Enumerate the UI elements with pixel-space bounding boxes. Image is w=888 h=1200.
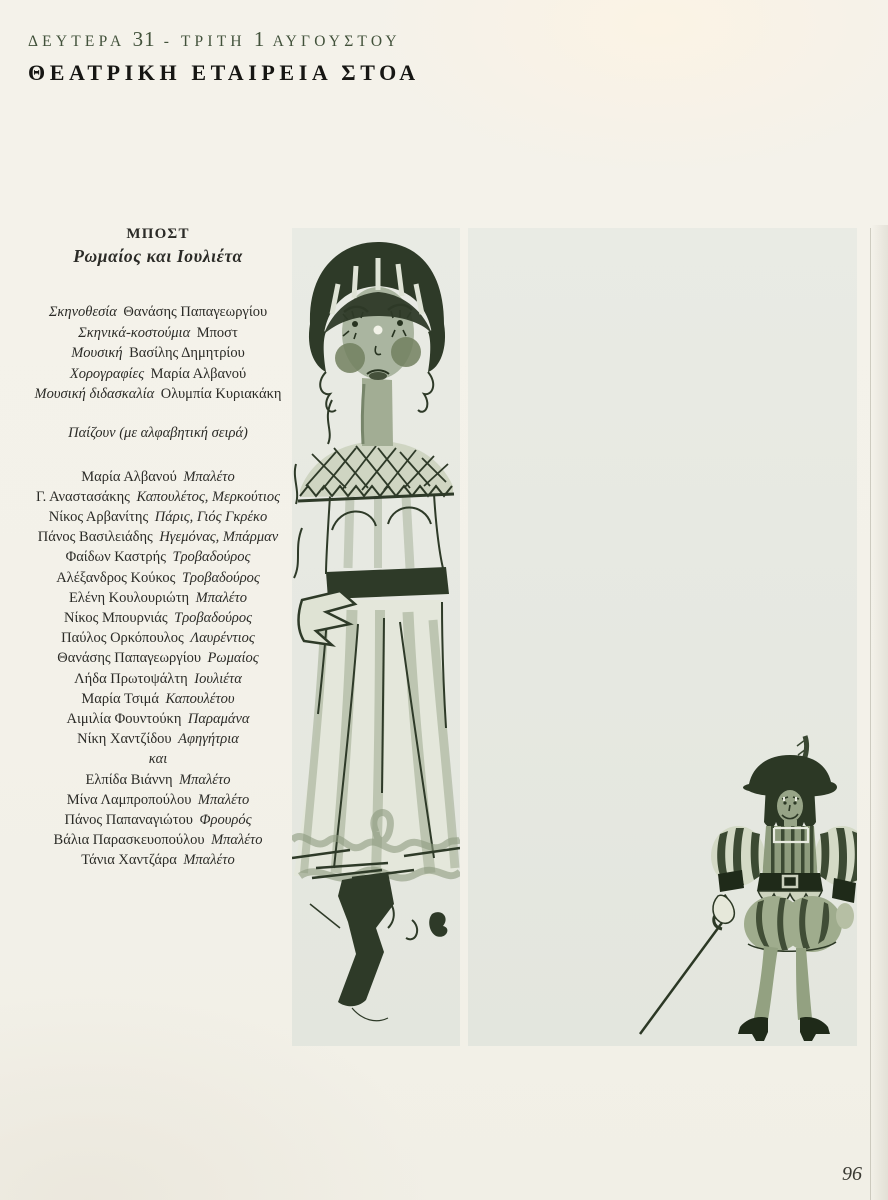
credit-line xyxy=(22,302,294,323)
romeo-costume-sketch xyxy=(468,228,857,1046)
cast-role: Μπαλέτο xyxy=(179,771,231,788)
credit-role: Σκηνοθεσία xyxy=(48,304,117,320)
date-heading xyxy=(28,27,401,52)
cast-name: Βάλια Παρασκευοπούλου xyxy=(53,832,205,849)
page-number: 96 xyxy=(842,1163,862,1185)
date-num1: 31 xyxy=(132,27,156,51)
cast-role: Μπαλέτο xyxy=(211,832,263,849)
cast-role: Τροβαδούρος xyxy=(181,569,260,586)
cast-line xyxy=(22,790,294,810)
cast-role: Ρωμαίος xyxy=(207,650,259,667)
cast-connector: και xyxy=(148,751,168,768)
credit-line xyxy=(22,364,294,385)
page-edge-shadow xyxy=(872,225,888,1200)
cast-line xyxy=(22,487,294,507)
credit-name: Μαρία Αλβανού xyxy=(150,365,247,382)
date-month: ΑΥΓΟΥΣΤΟΥ xyxy=(272,33,401,50)
cast-role: Καπουλέτος, Μερκούτιος xyxy=(136,488,281,505)
cast-role: Μπαλέτο xyxy=(197,791,250,808)
cast-line xyxy=(22,568,294,588)
credit-line xyxy=(22,343,294,364)
cast-name: Παύλος Ορκόπουλος xyxy=(61,630,184,647)
cast-line xyxy=(22,689,294,709)
cast-name: Θανάσης Παπαγεωργίου xyxy=(57,650,202,667)
credit-line xyxy=(22,384,294,405)
cast-line xyxy=(22,547,294,567)
credit-role: Μουσική διδασκαλία xyxy=(34,386,155,402)
credits-list xyxy=(22,302,294,405)
cast-name: Πάνος Βασιλειάδης xyxy=(37,529,153,546)
cast-line xyxy=(22,669,294,689)
cast-role: Ιουλιέτα xyxy=(194,670,242,687)
cast-name: Γ. Αναστασάκης xyxy=(35,488,130,505)
juliet-costume-sketch-panel xyxy=(292,228,460,1046)
cast-name: Λήδα Πρωτοψάλτη xyxy=(74,670,188,687)
cast-role: Καπουλέτου xyxy=(165,690,235,707)
cast-name: Μαρία Αλβανού xyxy=(81,468,177,485)
date-day2: ΤΡΙΤΗ xyxy=(180,33,246,50)
cast-list xyxy=(22,467,294,871)
cast-role: Αφηγήτρια xyxy=(178,731,239,748)
credit-line xyxy=(22,323,294,344)
production-author: ΜΠΟΣΤ xyxy=(126,226,190,242)
cast-role: Ηγεμόνας, Μπάρμαν xyxy=(159,529,279,546)
cast-role: Φρουρός xyxy=(199,811,252,828)
credit-role: Σκηνικά-κοστούμια xyxy=(78,324,191,341)
cast-role: Τροβαδούρος xyxy=(174,609,253,626)
cast-name: Αλέξανδρος Κούκος xyxy=(56,569,176,586)
credit-name: Θανάσης Παπαγεωργίου xyxy=(123,304,268,320)
cast-name: Μίνα Λαμπροπούλου xyxy=(66,791,192,808)
cast-line xyxy=(22,830,294,850)
cast-line xyxy=(22,850,294,870)
company-title: ΘΕΑΤΡΙΚΗ ΕΤΑΙΡΕΙΑ ΣΤΟΑ xyxy=(28,60,420,85)
cast-name: Πάνος Παπαναγιώτου xyxy=(64,811,193,828)
credit-role: Χορογραφίες xyxy=(69,365,145,382)
cast-line xyxy=(22,608,294,628)
credit-role: Μουσική xyxy=(71,345,123,361)
date-day1: ΔΕΥΤΕΡΑ xyxy=(28,33,125,50)
cast-role: Λαυρέντιος xyxy=(190,630,255,647)
production-title: Ρωμαίος και Ιουλιέτα xyxy=(73,246,243,266)
cast-name: Ελπίδα Βιάννη xyxy=(85,771,173,788)
cast-line xyxy=(22,467,294,487)
program-text-column xyxy=(22,224,294,871)
date-dash: - xyxy=(163,33,174,50)
cast-line xyxy=(22,770,294,790)
cast-list-part1 xyxy=(22,467,294,750)
cast-line xyxy=(22,527,294,547)
juliet-costume-sketch xyxy=(292,228,460,1046)
cast-line xyxy=(22,507,294,527)
cast-name: Νίκος Αρβανίτης xyxy=(48,508,149,525)
cast-list-part2 xyxy=(22,770,294,871)
date-num2: 1 xyxy=(253,27,266,51)
credit-name: Ολυμπία Κυριακάκη xyxy=(160,386,282,402)
cast-line xyxy=(22,628,294,648)
cast-line xyxy=(22,648,294,668)
cast-role: Τροβαδούρος xyxy=(172,549,251,566)
cast-role: Παραμάνα xyxy=(187,710,250,727)
cast-line xyxy=(22,810,294,830)
cast-name: Ελένη Κουλουριώτη xyxy=(68,589,190,606)
cast-line xyxy=(22,588,294,608)
romeo-costume-sketch-panel xyxy=(468,228,857,1046)
cast-role: Πάρις, Γιός Γκρέκο xyxy=(154,508,268,525)
cast-name: Νίκη Χαντζίδου xyxy=(77,731,172,748)
cast-line xyxy=(22,709,294,729)
cast-role: Μπαλέτο xyxy=(195,589,248,606)
credit-name: Βασίλης Δημητρίου xyxy=(129,345,245,361)
cast-line xyxy=(22,729,294,749)
cast-name: Νίκος Μπουρνιάς xyxy=(63,609,168,626)
cast-name: Τάνια Χαντζάρα xyxy=(81,852,177,869)
cast-name: Φαίδων Καστρής xyxy=(65,549,166,566)
page-edge-line xyxy=(870,228,871,1200)
cast-role: Μπαλέτο xyxy=(183,468,235,485)
credit-name: Μποστ xyxy=(196,324,238,341)
cast-name: Αιμιλία Φουντούκη xyxy=(66,710,182,727)
cast-role: Μπαλέτο xyxy=(183,852,235,869)
cast-heading: Παίζουν (με αλφαβητική σειρά) xyxy=(68,424,248,441)
cast-name: Μαρία Τσιμά xyxy=(81,690,159,707)
